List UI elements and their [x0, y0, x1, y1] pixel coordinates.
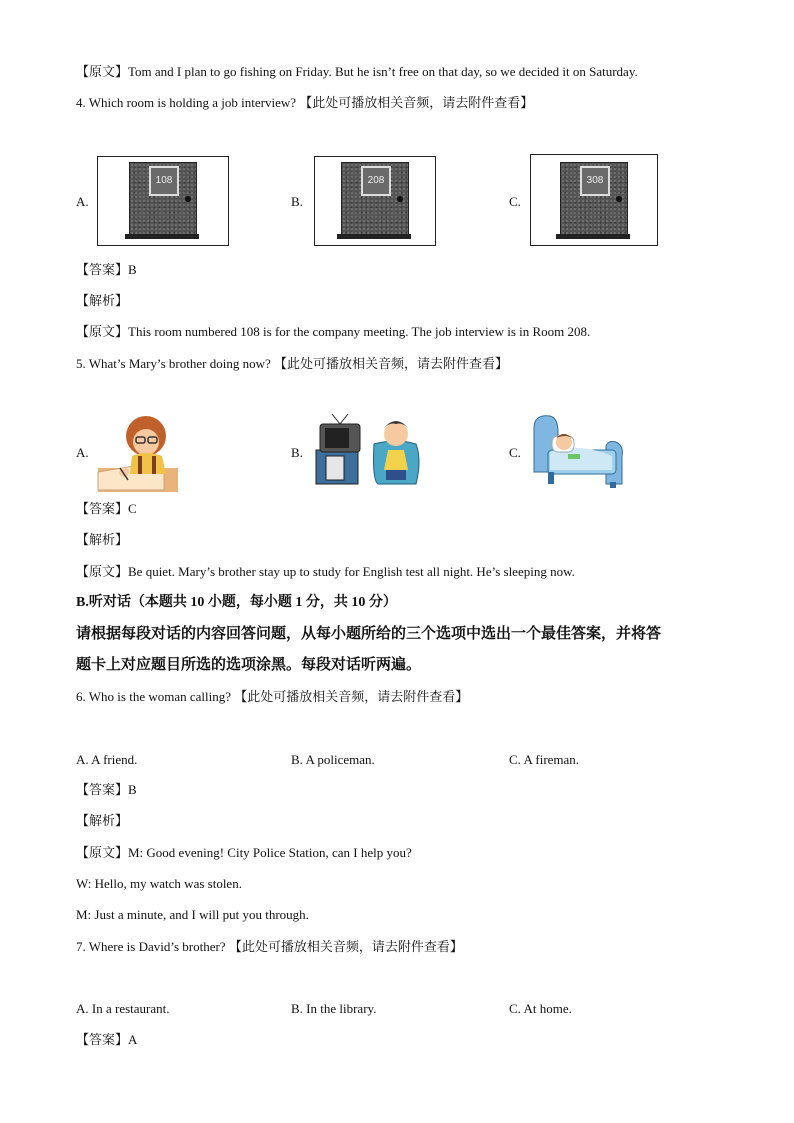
- q6-transcript-3: M: Just a minute, and I will put you through.: [76, 907, 309, 922]
- door-208-image: [314, 156, 436, 246]
- q6-transcript-2: W: Hello, my watch was stolen.: [76, 876, 242, 891]
- door-number-plate: 308: [580, 166, 610, 196]
- q7-answer: 【答案】A: [76, 1032, 138, 1047]
- q4-analysis: 【解析】: [76, 293, 129, 308]
- q6-question: 6. Who is the woman calling? 【此处可播放相关音频，请去附件查看】: [76, 689, 469, 704]
- section-b-instructions-line2: 题卡上对应题目所选的选项涂黑。每段对话听两遍。: [76, 657, 422, 673]
- section-b-heading: B.听对话（本题共 10 小题，每小题 1 分，共 10 分）: [76, 595, 397, 610]
- q6-analysis: 【解析】: [76, 813, 129, 828]
- q5-option-b-label: B.: [291, 445, 303, 460]
- q6-option-b: B. A policeman.: [291, 752, 375, 767]
- q5-option-a-label: A.: [76, 445, 89, 460]
- q6-option-a: A. A friend.: [76, 752, 138, 767]
- boy-studying-image: [94, 410, 180, 494]
- q5-analysis: 【解析】: [76, 532, 129, 547]
- q5-answer: 【答案】C: [76, 501, 137, 516]
- door-308-image: [530, 154, 658, 246]
- door-number-plate: 208: [361, 166, 391, 196]
- q7-option-b: B. In the library.: [291, 1001, 377, 1016]
- section-b-instructions-line1: 请根据每段对话的内容回答问题，从每小题所给的三个选项中选出一个最佳答案，并将答: [76, 626, 662, 642]
- q4-option-a-label: A.: [76, 194, 89, 209]
- boy-watching-tv-image: [312, 410, 424, 488]
- door-number-plate: 108: [149, 166, 179, 196]
- boy-sleeping-image: [528, 412, 626, 490]
- q4-answer: 【答案】B: [76, 262, 137, 277]
- q3-transcript: 【原文】Tom and I plan to go fishing on Friday. But he isn’t free on that day, so we decided it on Saturday.: [76, 64, 638, 79]
- q4-question: 4. Which room is holding a job interview? 【此处可播放相关音频，请去附件查看】: [76, 95, 534, 110]
- q7-option-a: A. In a restaurant.: [76, 1001, 170, 1016]
- q6-transcript-1: 【原文】M: Good evening! City Police Station, can I help you?: [76, 845, 412, 860]
- q4-option-b-label: B.: [291, 194, 303, 209]
- q6-option-c: C. A fireman.: [509, 752, 580, 767]
- q5-question: 5. What’s Mary’s brother doing now? 【此处可播放相关音频，请去附件查看】: [76, 356, 508, 371]
- q5-transcript: 【原文】Be quiet. Mary’s brother stay up to study for English test all night. He’s sleeping now.: [76, 564, 575, 579]
- q6-answer: 【答案】B: [76, 782, 137, 797]
- q5-option-c-label: C.: [509, 445, 521, 460]
- q7-option-c: C. At home.: [509, 1001, 572, 1016]
- q4-option-c-label: C.: [509, 194, 521, 209]
- door-108-image: [97, 156, 229, 246]
- q4-transcript: 【原文】This room numbered 108 is for the company meeting. The job interview is in Room 208.: [76, 324, 591, 339]
- q7-question: 7. Where is David’s brother? 【此处可播放相关音频，请去附件查看】: [76, 939, 463, 954]
